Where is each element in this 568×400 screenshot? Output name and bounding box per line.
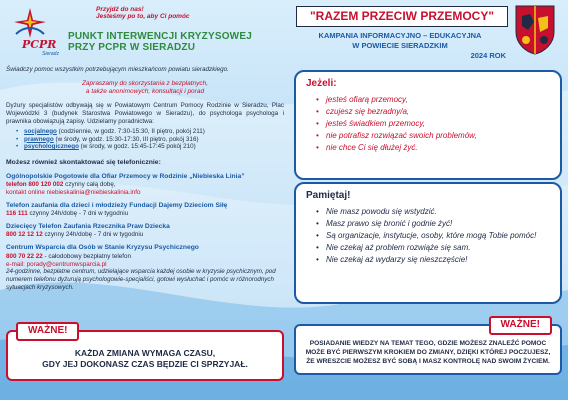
remember-list — [320, 207, 550, 265]
phone-number[interactable]: 800 12 12 12 — [6, 231, 43, 239]
cross-star-icon — [10, 6, 50, 40]
pcpr-logo — [6, 6, 64, 58]
phone-number[interactable]: 800 70 22 22 — [6, 252, 43, 260]
phone-line — [6, 231, 284, 239]
important-badge-left: WAŻNE! — [16, 322, 79, 341]
phone-title: Dziecięcy Telefon Zaufania Rzecznika Praw Dziecka — [6, 223, 170, 231]
invite-line-2: a także anonimowych, konsultacji i porad — [85, 87, 205, 95]
remember-panel — [294, 182, 562, 304]
phone-number[interactable]: 116 111 — [6, 210, 28, 218]
duty-link-social[interactable]: socjalnego — [24, 127, 57, 135]
remember-item: • Są organizacje, instytucje, osoby, które mogą Tobie pomóc! — [320, 231, 550, 241]
duty-item-text: (w środy, w godz. 15:30-17:30, III piętro, pokój 316) — [53, 135, 199, 143]
if-item: • jesteś świadkiem przemocy, — [320, 119, 550, 129]
campaign-subtitle-2: W POWIECIE SIERADZKIM — [352, 40, 448, 50]
duty-item — [18, 143, 284, 151]
phone-block — [6, 223, 284, 239]
phone-block — [6, 173, 284, 197]
phone-contact[interactable]: kontakt online niebieskalinia@niebieskalinia.info — [6, 188, 141, 196]
campaign-header — [294, 6, 562, 66]
phone-block — [6, 244, 284, 291]
duty-item-text: (codziennie, w godz. 7:30-15:30, II piętro, pokój 211) — [56, 127, 205, 135]
if-panel — [294, 70, 562, 180]
campaign-year: 2024 ROK — [470, 50, 506, 60]
if-item: • nie potrafisz rozwiązać swoich problemów, — [320, 131, 550, 141]
remember-item: • Nie masz powodu się wstydzić. — [320, 207, 550, 217]
phone-title: Telefon zaufania dla dzieci i młodzieży Fundacji Dajemy Dzieciom Siłę — [6, 201, 228, 209]
important-right — [294, 319, 562, 375]
invite-text — [6, 80, 284, 96]
header-left — [6, 6, 284, 60]
if-item: • nie chce Ci się dłużej żyć. — [320, 143, 550, 153]
logo-subtext: Sieradz — [42, 51, 59, 57]
duty-item — [18, 128, 284, 136]
phone-note: czynny 24h/dobę - 7 dni w tygodniu — [42, 231, 144, 239]
duty-item-text: (w środy, w godz. 15:45-17:45 pokój 210) — [78, 143, 196, 151]
remember-heading: Pamiętaj! — [306, 190, 351, 201]
phone-number[interactable]: telefon 800 120 002 — [6, 181, 64, 189]
important-line-1: KAŻDA ZMIANA WYMAGA CZASU, — [74, 348, 216, 358]
tagline-line-1: Przyjdź do nas! — [96, 6, 144, 13]
phone-note: - całodobowy bezpłatny telefon — [42, 252, 131, 260]
if-heading: Jeżeli: — [306, 78, 337, 89]
important-left — [6, 325, 284, 381]
important-line-2: GDY JEJ DOKONASZ CZAS BĘDZIE CI SPRZYJAŁ. — [42, 359, 248, 370]
duty-link-legal[interactable]: prawnego — [24, 135, 54, 143]
logo-text: PCPR — [22, 38, 57, 51]
phone-note: czynny całą dobę, — [63, 181, 116, 189]
remember-item: • Nie czekaj aż wydarzy się nieszczęście! — [320, 255, 550, 265]
right-column — [294, 6, 562, 365]
duty-list — [18, 128, 284, 152]
phone-note: czynny 24h/dobę - 7 dni w tygodniu — [27, 210, 129, 218]
phone-email[interactable]: e-mail: porady@centrumwsparcia.pl — [6, 260, 107, 268]
remember-item: • Nie czekaj aż problem rozwiąże się sam. — [320, 243, 550, 253]
phones-heading: Możesz również skontaktować się telefonicznie: — [6, 159, 161, 167]
phone-line — [6, 181, 284, 189]
tagline-line-2: Jesteśmy po to, aby Ci pomóc — [96, 13, 190, 21]
header-text — [68, 6, 252, 54]
if-item: • czujesz się bezradny/a, — [320, 107, 550, 117]
phone-title: Centrum Wsparcia dla Osób w Stanie Kryzysu Psychicznego — [6, 244, 199, 252]
intro-text: Świadczy pomoc wszystkim potrzebującym mieszkańcom powiatu sieradzkiego. — [6, 66, 229, 73]
coat-of-arms-icon — [514, 4, 556, 56]
center-description: 24-godzinne, bezpłatne centrum, udzielające wsparcia każdej osobie w kryzysie psychicznym, pod numerem telefonu dyżurują psychologowie-specjaliści, gotowi wysłuchać i pomóc w różnorodnych sytuacjach kryzysowych. — [6, 268, 276, 291]
unit-title-line-2: PRZY PCPR W SIERADZU — [68, 42, 196, 54]
remember-item: • Masz prawo się bronić i godnie żyć! — [320, 219, 550, 229]
phone-block — [6, 202, 284, 218]
unit-title-line-1: PUNKT INTERWENCJI KRYZYSOWEJ — [68, 30, 252, 42]
duty-item — [18, 136, 284, 144]
phone-line — [6, 210, 284, 218]
if-list — [320, 95, 550, 153]
important-box-right: POSIADANIE WIEDZY NA TEMAT TEGO, GDZIE MOŻESZ ZNALEŹĆ POMOC MOŻE BYĆ PIERWSZYM KROKIEM DO ZMIANY, DZIĘKI KTÓREJ POCZUJESZ, ŻE WRESZCIE MOŻESZ BYĆ SOBĄ I MASZ KONTROLĘ NAD SWOIM ŻYCIEM. — [294, 324, 562, 375]
campaign-title: "RAZEM PRZECIW PRZEMOCY" — [296, 6, 508, 27]
invite-line-1: Zapraszamy do skorzystania z bezpłatnych, — [81, 79, 209, 87]
duty-text: Dyżury specjalistów odbywają się w Powiatowym Centrum Pomocy Rodzinie w Sieradzu, Plac Wojewódzki 3 (budynek Starostwa Powiatowego w Sieradzu), do psychologa psychologa i prawnika obowiązują zapisy. Udzielamy poradnictwa: — [6, 102, 284, 125]
left-column — [6, 6, 284, 292]
if-item: • jesteś ofiarą przemocy, — [320, 95, 550, 105]
phone-line — [6, 253, 284, 261]
phone-title: Ogólnopolskie Pogotowie dla Ofiar Przemocy w Rodzinie „Niebieska Linia” — [6, 172, 245, 180]
campaign-subtitle-1: KAMPANIA INFORMACYJNO – EDUKACYJNA — [318, 31, 482, 40]
duty-link-psych[interactable]: psychologicznego — [24, 143, 79, 151]
important-badge-right: WAŻNE! — [489, 316, 552, 335]
